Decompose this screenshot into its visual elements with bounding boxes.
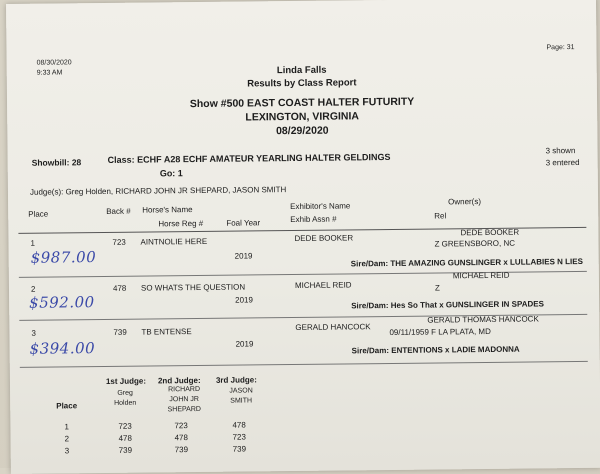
entry-2-prize-handwritten: $592.00 — [29, 293, 95, 312]
entry-1-year: 2019 — [234, 251, 253, 261]
entry-1-back: 723 — [112, 237, 126, 247]
judge-row-3-place: 3 — [64, 446, 70, 456]
judge3-heading: 3rd Judge: — [215, 375, 257, 385]
col-horse-reg: Horse Reg # — [158, 218, 204, 229]
entry-2-owner: MICHAEL REID — [452, 270, 510, 281]
show-date: 08/29/2020 — [276, 124, 329, 138]
judge-row-2-j2: 478 — [174, 433, 188, 443]
judge2-name-line3: SHEPARD — [167, 405, 201, 414]
entry-3-back: 739 — [113, 327, 127, 337]
judge-row-1-j3: 478 — [232, 420, 246, 430]
go-number: Go: 1 — [159, 168, 183, 179]
entry-1-place: 1 — [30, 238, 36, 248]
judge-table-place-label: Place — [56, 401, 78, 411]
entry-1-horse: AINTNOLIE HERE — [140, 236, 208, 247]
showbill: Showbill: 28 — [31, 157, 82, 168]
entry-3-sire-dam: Sire/Dam: ENTENTIONS x LADIE MADONNA — [351, 344, 520, 356]
entry-1-owner-line2: Z GREENSBORO, NC — [434, 238, 516, 249]
entry-2-back: 478 — [112, 283, 127, 293]
entry-2-owner-line2: Z — [434, 283, 440, 293]
shown-count: 3 shown — [545, 146, 576, 156]
judge3-name-line1: JASON — [229, 387, 253, 395]
entry-3-horse: TB ENTENSE — [141, 327, 192, 337]
page-number: Page: 31 — [546, 44, 575, 52]
col-rel: Rel — [434, 211, 447, 221]
entry-1-sire-dam: Sire/Dam: THE AMAZING GUNSLINGER x LULLABIES N LIES — [350, 256, 583, 269]
entry-3-exhibitor: GERALD HANCOCK — [295, 322, 371, 332]
judge-row-2-j1: 478 — [118, 433, 132, 443]
judge-row-3-j3: 739 — [232, 444, 247, 454]
judge1-name-line1: Greg — [117, 389, 133, 397]
entry-3-owner: GERALD THOMAS HANCOCK — [427, 314, 539, 325]
judge-row-1-j1: 723 — [118, 421, 132, 431]
judge2-name-line1: RICHARD — [168, 385, 201, 394]
judge2-heading: 2nd Judge: — [157, 375, 201, 386]
entry-1-owner: DEDE BOOKER — [460, 227, 520, 238]
show-location: LEXINGTON, VIRGINIA — [245, 110, 360, 124]
judges-list: Judge(s): Greg Holden, RICHARD JOHN JR SHEPARD, JASON SMITH — [29, 185, 287, 197]
entry-3-prize-handwritten: $394.00 — [29, 339, 96, 358]
print-date: 08/30/2020 — [36, 59, 72, 67]
judge1-name-line2: Holden — [114, 399, 137, 407]
judge-row-1-j2: 723 — [174, 421, 188, 431]
judge-row-3-j1: 739 — [118, 445, 133, 455]
entry-2-exhibitor: MICHAEL REID — [294, 280, 352, 290]
report-title: Results by Class Report — [247, 77, 357, 90]
entry-3-owner-line2: 09/11/1959 F LA PLATA, MD — [389, 326, 491, 338]
entry-3-year: 2019 — [235, 339, 254, 349]
judge-row-2-j3: 723 — [232, 432, 246, 442]
judge-row-3-j2: 739 — [174, 445, 189, 455]
entry-1-prize-handwritten: $987.00 — [30, 248, 97, 267]
class-name: Class: ECHF A28 ECHF AMATEUR YEARLING HALTER GELDINGS — [107, 151, 391, 165]
entered-count: 3 entered — [545, 158, 580, 168]
entry-1-exhibitor: DEDE BOOKER — [294, 233, 354, 243]
entry-3-place: 3 — [31, 328, 36, 338]
results-report-page — [6, 0, 600, 474]
entry-rule-3 — [20, 361, 588, 368]
judge3-name-line2: SMITH — [230, 397, 253, 405]
judge-row-2-place: 2 — [64, 434, 70, 444]
col-exhibitor-name: Exhibitor's Name — [290, 201, 351, 212]
col-horse-name: Horse's Name — [142, 205, 193, 215]
show-title: Show #500 EAST COAST HALTER FUTURITY — [189, 95, 415, 111]
col-exhib-assn: Exhib Assn # — [290, 214, 337, 225]
col-foal-year: Foal Year — [226, 218, 261, 228]
col-owners: Owner(s) — [448, 197, 482, 207]
col-back: Back # — [106, 206, 131, 216]
judge2-name-line2: JOHN JR — [169, 396, 199, 404]
col-place: Place — [28, 209, 49, 219]
entry-2-sire-dam: Sire/Dam: Hes So That x GUNSLINGER IN SPADES — [351, 299, 544, 311]
entry-2-year: 2019 — [235, 295, 253, 305]
print-time: 9:33 AM — [36, 69, 63, 77]
venue-name: Linda Falls — [276, 64, 327, 77]
entry-2-place: 2 — [30, 284, 36, 294]
entry-2-horse: SO WHATS THE QUESTION — [140, 282, 246, 293]
judge1-heading: 1st Judge: — [105, 376, 147, 386]
judge-row-1-place: 1 — [64, 422, 69, 432]
